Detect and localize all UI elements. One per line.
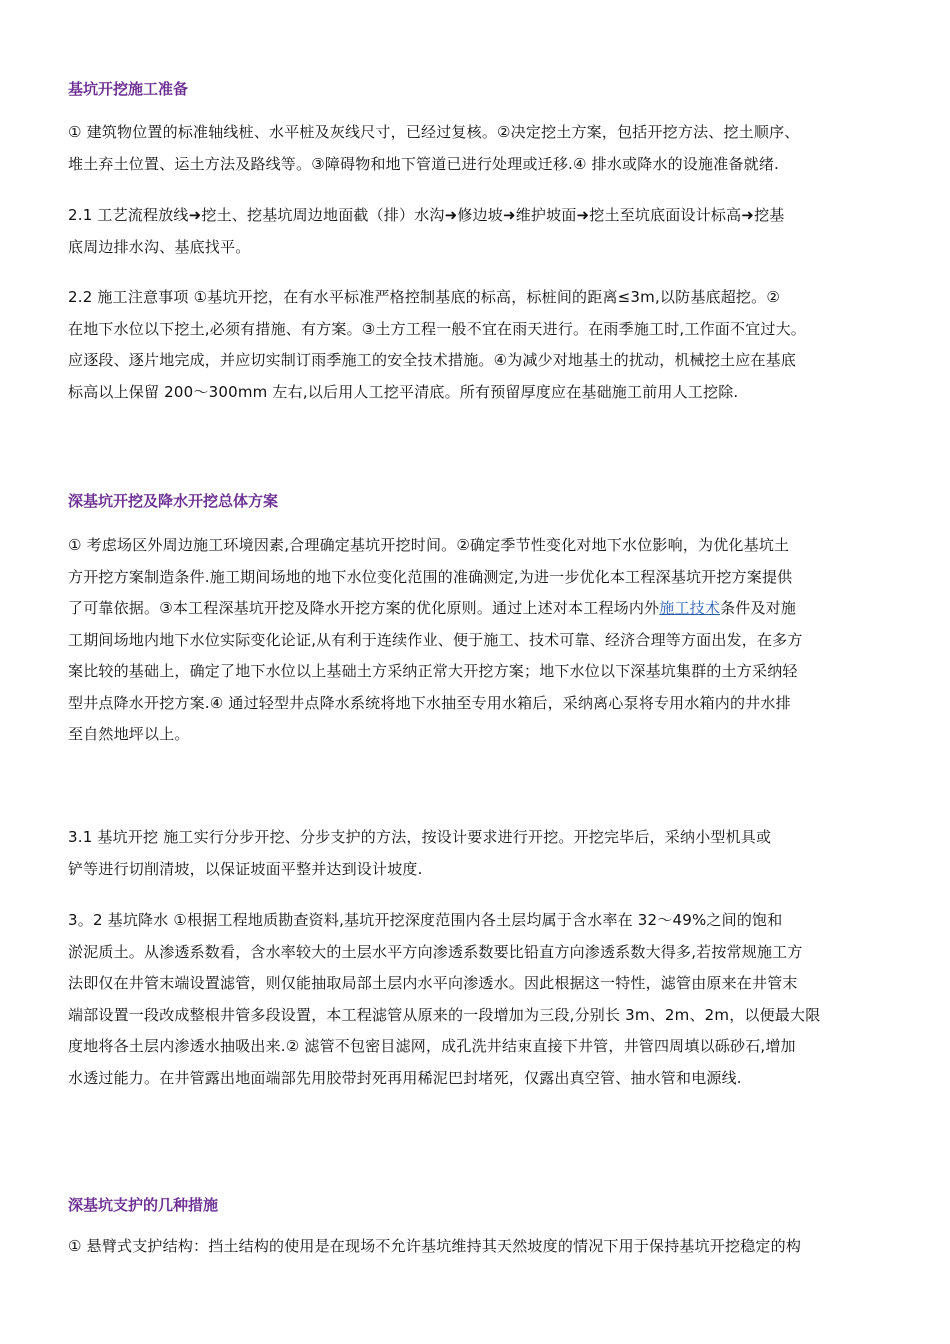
paragraph-pit-excavation	[68, 822, 888, 885]
text-line: 2.2 施工注意事项 ①基坑开挖，在有水平标准严格控制基底的标高，标桩间的距离≤3m,以防基底超挖。②	[68, 288, 780, 306]
text-line: 2.1 工艺流程放线➜挖土、挖基坑周边地面截（排）水沟➜修边坡➜维护坡面➜挖土至坑底面设计标高➜挖基	[68, 206, 785, 224]
paragraph-cantilever-support	[68, 1231, 888, 1263]
text-line: 淤泥质土。从渗透系数看，含水率较大的土层水平方向渗透系数要比铅直方向渗透系数大得多,若按常规施工方	[68, 942, 803, 961]
text-segment: 了可靠依据。③本工程深基坑开挖及降水开挖方案的优化原则。通过上述对本工程场内外	[68, 599, 660, 617]
text-line: ① 建筑物位置的标准轴线桩、水平桩及灰线尺寸，已经过复核。②决定挖土方案，包括开挖方法、挖土顺序、	[68, 123, 800, 141]
text-line: 标高以上保留 200～300mm 左右,以后用人工挖平清底。所有预留厚度应在基础施工前用人工挖除.	[68, 382, 739, 401]
paragraph-construction-notes	[68, 282, 888, 408]
text-line: ① 悬臂式支护结构：挡土结构的使用是在现场不允许基坑维持其天然坡度的情况下用于保持基坑开挖稳定的构	[68, 1237, 802, 1255]
text-line: 案比较的基础上，确定了地下水位以上基础土方采纳正常大开挖方案；地下水位以下深基坑集群的土方采纳轻	[68, 662, 798, 680]
text-line: 3。2 基坑降水 ①根据工程地质勘查资料,基坑开挖深度范围内各土层均属于含水率在 32～49%之间的饱和	[68, 911, 783, 929]
text-line: 至自然地坪以上。	[68, 725, 190, 743]
paragraph-process-flow	[68, 200, 888, 263]
text-line: 度地将各土层内渗透水抽吸出来.② 滤管不包密目滤网，成孔洗井结束直接下井管，井管四周填以砾砂石,增加	[68, 1037, 796, 1055]
text-line: 型井点降水开挖方案.④ 通过轻型井点降水系统将地下水抽至专用水箱后，采纳离心泵将专用水箱内的井水排	[68, 693, 791, 712]
text-line: 方开挖方案制造条件.施工期间场地的地下水位变化范围的准确测定,为进一步优化本工程深基坑开挖方案提供	[68, 567, 793, 586]
paragraph-overall-plan	[68, 530, 888, 751]
paragraph-pit-dewatering	[68, 905, 888, 1094]
text-line: 工期间场地内地下水位实际变化论证,从有利于连续作业、便于施工、技术可靠、经济合理等方面出发，在多方	[68, 630, 803, 649]
text-line: 在地下水位以下挖土,必须有措施、有方案。③土方工程一般不宜在雨天进行。在雨季施工时,工作面不宜过大。	[68, 319, 806, 338]
text-line: 堆土弃土位置、运土方法及路线等。③障碍物和地下管道已进行处理或迁移.④ 排水或降水的设施准备就绪.	[68, 154, 780, 173]
construction-technology-link[interactable]: 施工技术	[659, 599, 721, 617]
text-line: 铲等进行切削清坡，以保证坡面平整并达到设计坡度.	[68, 859, 423, 878]
section-heading-excavation-prep: 基坑开挖施工准备	[68, 80, 189, 98]
text-line: 底周边排水沟、基底找平。	[68, 237, 251, 256]
text-line-with-link	[68, 593, 888, 625]
text-line: 3.1 基坑开挖 施工实行分步开挖、分步支护的方法，按设计要求进行开挖。开挖完毕后，采纳小型机具或	[68, 828, 772, 846]
text-line: ① 考虑场区外周边施工环境因素,合理确定基坑开挖时间。②确定季节性变化对地下水位影响，为优化基坑土	[68, 536, 790, 554]
text-line: 端部设置一段改成整根井管多段设置，本工程滤管从原来的一段增加为三段,分别长 3m、2m、2m，以便最大限	[68, 1005, 821, 1024]
section-heading-support-measures: 深基坑支护的几种措施	[68, 1196, 219, 1214]
paragraph-prep-items	[68, 117, 888, 180]
section-heading-deep-excavation-plan: 深基坑开挖及降水开挖总体方案	[68, 492, 279, 510]
text-segment: 条件及对施	[720, 599, 797, 617]
text-line: 应逐段、逐片地完成，并应切实制订雨季施工的安全技术措施。④为减少对地基土的扰动，机械挖土应在基底	[68, 351, 797, 369]
text-line: 法即仅在井管末端设置滤管，则仅能抽取局部土层内水平向渗透水。因此根据这一特性，滤管由原来在井管末	[68, 974, 798, 992]
text-line: 水透过能力。在井管露出地面端部先用胶带封死再用稀泥巴封堵死，仅露出真空管、抽水管和电源线.	[68, 1068, 742, 1087]
